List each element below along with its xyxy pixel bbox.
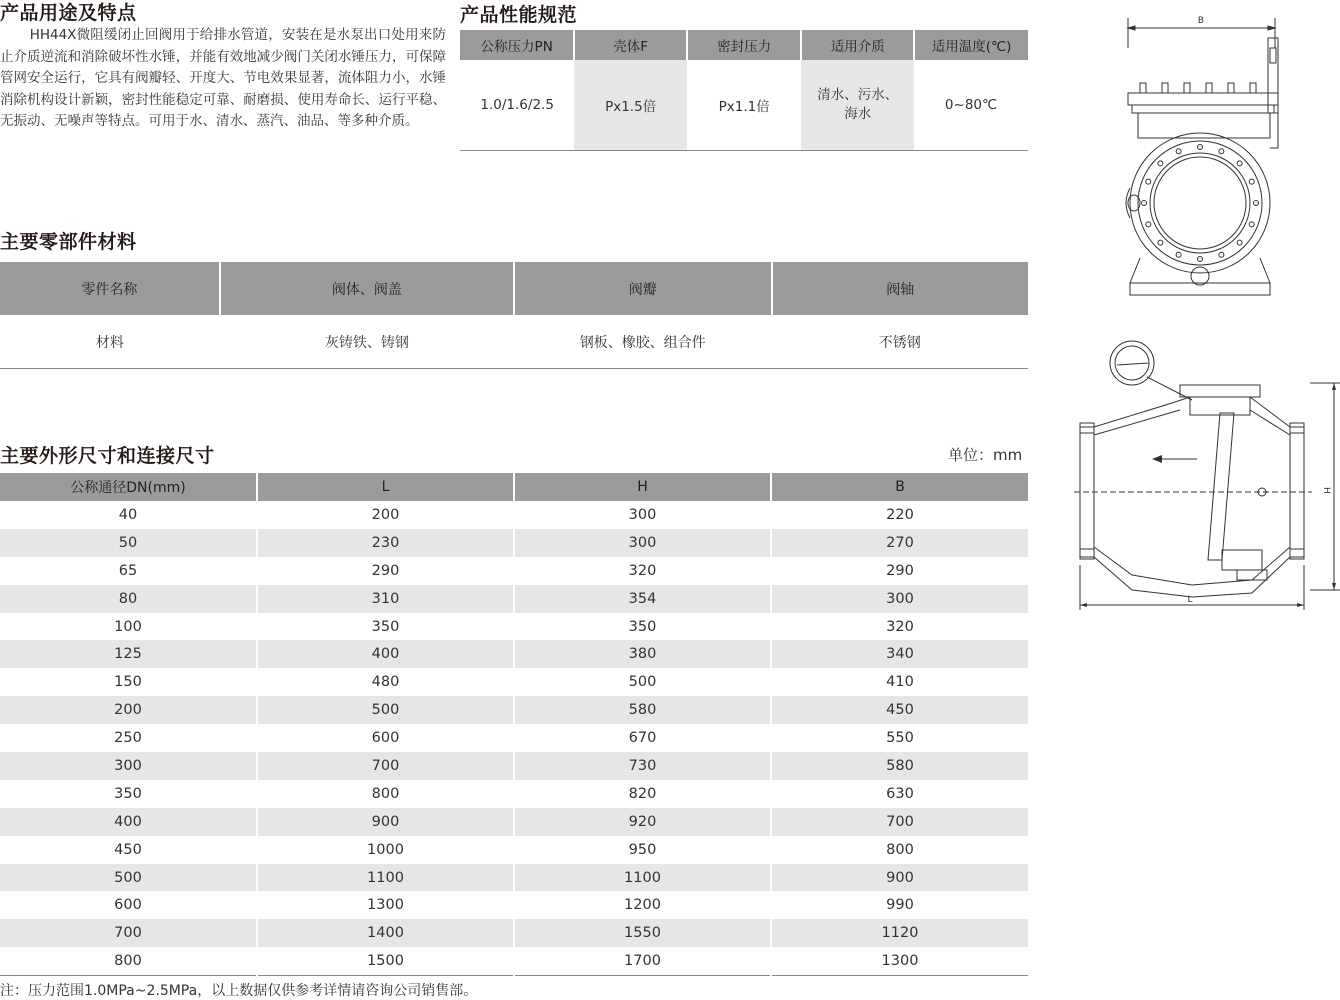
table-cell: 920: [514, 808, 771, 836]
table-cell: 300: [771, 585, 1028, 613]
table-cell: 670: [514, 724, 771, 752]
table-cell: 1200: [514, 891, 771, 919]
table-cell: 1100: [514, 864, 771, 892]
materials-cell: 灰铸铁、铸钢: [220, 315, 514, 369]
table-cell: 250: [0, 724, 257, 752]
table-cell: 1100: [257, 864, 514, 892]
table-cell: 340: [771, 640, 1028, 668]
table-row: [0, 891, 1028, 919]
materials-title: 主要零部件材料: [0, 231, 137, 253]
table-cell: 65: [0, 557, 257, 585]
table-cell: 230: [257, 529, 514, 557]
table-cell: 400: [0, 808, 257, 836]
table-cell: 1700: [514, 947, 771, 975]
bolt-hole: [1249, 179, 1254, 184]
table-cell: 630: [886, 785, 914, 802]
dimensions-header: L: [257, 473, 514, 501]
spec-title: 产品性能规范: [460, 4, 578, 26]
usage-paragraph: HH44X微阻缓闭止回阀用于给排水管道，安装在是水泵出口处用来防止介质逆流和消除破坏性水锤，并能有效地减少阀门关闭水锤压力，可保障管网安全运行，它具有阀瓣轻、开度大、节电效果显著，流体阻力小，水锤消除机构设计新颖，密封性能稳定可靠、耐磨损、使用寿命长、运行平稳、无振动、无噪声等特点。可用于水、清水、蒸汽、油品、等多种介质。: [0, 27, 446, 129]
table-cell: 410: [886, 674, 914, 691]
bolt-hole: [1198, 145, 1203, 150]
table-cell: 800: [886, 841, 914, 858]
table-cell: 200: [257, 501, 514, 529]
table-row: [0, 836, 1028, 864]
table-cell: 950: [514, 836, 771, 864]
materials-cell: 不锈钢: [772, 315, 1028, 369]
materials-row: [0, 315, 1028, 369]
dimensions-table: [0, 473, 1028, 976]
table-cell: 500: [0, 864, 257, 892]
table-cell: 40: [0, 501, 257, 529]
table-cell: 300: [514, 501, 771, 529]
table-cell: 1300: [771, 947, 1028, 975]
table-cell: 125: [0, 640, 257, 668]
materials-header: 阀体、阀盖: [220, 262, 514, 315]
table-row: [0, 919, 1028, 947]
table-cell: 300: [514, 529, 771, 557]
table-cell: 320: [886, 618, 914, 635]
table-row: [0, 864, 1028, 892]
table-cell: 290: [257, 557, 514, 585]
table-cell: 580: [514, 696, 771, 724]
spec-header: 密封压力: [687, 30, 802, 60]
table-cell: 200: [0, 696, 257, 724]
dimensions-header: H: [514, 473, 771, 501]
bolt-hole: [1158, 161, 1163, 166]
footnote: 注：压力范围1.0MPa~2.5MPa，以上数据仅供参考详情请咨询公司销售部。: [0, 983, 478, 999]
table-row: [0, 585, 1028, 613]
bolt-hole: [1176, 149, 1181, 154]
dimension-label-h: H: [1321, 487, 1331, 494]
unit-label: 单位：mm: [948, 446, 1023, 464]
table-cell: 450: [0, 836, 257, 864]
materials-header: 零件名称: [0, 262, 220, 315]
spec-table: [460, 30, 1028, 151]
table-row: [0, 613, 1028, 641]
table-row: [0, 808, 1028, 836]
side-section-drawing: [1072, 335, 1340, 625]
table-cell: 310: [257, 585, 514, 613]
table-cell: 350: [257, 613, 514, 641]
table-cell: 380: [514, 640, 771, 668]
dimensions-title: 主要外形尺寸和连接尺寸: [0, 445, 215, 467]
usage-title: 产品用途及特点: [0, 2, 137, 24]
bolt-hole: [1237, 161, 1242, 166]
table-cell: 800: [0, 947, 257, 975]
table-row: [0, 668, 1028, 696]
table-cell: 100: [0, 613, 257, 641]
materials-cell: 钢板、橡胶、组合件: [514, 315, 772, 369]
table-cell: 500: [257, 696, 514, 724]
table-row: [0, 947, 1028, 975]
materials-header: 阀瓣: [514, 262, 772, 315]
table-cell: 50: [0, 529, 257, 557]
bolt-hole: [1146, 179, 1151, 184]
spec-row: [460, 60, 1028, 151]
bolt-hole: [1198, 257, 1203, 262]
table-cell: 400: [257, 640, 514, 668]
table-cell: 600: [257, 724, 514, 752]
table-cell: 1000: [257, 836, 514, 864]
spec-header: 壳体F: [574, 30, 687, 60]
table-cell: 500: [514, 668, 771, 696]
bolt-hole: [1249, 222, 1254, 227]
table-cell: 350: [514, 613, 771, 641]
bolt-hole: [1219, 149, 1224, 154]
table-cell: 700: [0, 919, 257, 947]
materials-table: [0, 262, 1028, 369]
spec-cell: 0~80℃: [914, 60, 1028, 151]
table-cell: 900: [257, 808, 514, 836]
dimension-label-l: L: [1187, 595, 1193, 605]
table-cell: 800: [257, 780, 514, 808]
bolt-hole: [1146, 222, 1151, 227]
table-cell: 220: [886, 506, 914, 523]
front-view-drawing: [1110, 8, 1310, 303]
table-cell: 290: [886, 562, 914, 579]
bolt-hole: [1219, 252, 1224, 257]
bolt-hole: [1158, 240, 1163, 245]
table-row: [0, 780, 1028, 808]
table-cell: 354: [514, 585, 771, 613]
table-cell: 990: [886, 897, 914, 914]
table-cell: 1500: [257, 947, 514, 975]
bolt-hole: [1254, 201, 1259, 206]
bolt-hole: [1176, 252, 1181, 257]
table-cell: 730: [514, 752, 771, 780]
bolt-hole: [1142, 201, 1147, 206]
spec-header: 适用介质: [801, 30, 914, 60]
table-cell: 320: [514, 557, 771, 585]
table-row: [0, 640, 1028, 668]
table-row: [0, 724, 1028, 752]
table-row: [0, 501, 1028, 529]
dimensions-header: 公称通径DN(mm): [0, 473, 257, 501]
spec-cell: Px1.1倍: [687, 60, 802, 151]
table-cell: 820: [514, 780, 771, 808]
table-cell: 580: [771, 752, 1028, 780]
table-cell: 1120: [771, 919, 1028, 947]
table-cell: 600: [0, 891, 257, 919]
table-cell: 150: [0, 668, 257, 696]
table-cell: 1400: [257, 919, 514, 947]
materials-cell: 材料: [0, 315, 220, 369]
table-cell: 270: [771, 529, 1028, 557]
table-cell: 300: [0, 752, 257, 780]
table-cell: 350: [0, 780, 257, 808]
dimension-label-b: B: [1197, 16, 1205, 26]
dimensions-body: [0, 501, 1028, 976]
spec-header: 公称压力PN: [460, 30, 574, 60]
materials-header: 阀轴: [772, 262, 1028, 315]
table-row: [0, 696, 1028, 724]
spec-header: 适用温度(℃): [914, 30, 1028, 60]
table-cell: 450: [771, 696, 1028, 724]
table-cell: 480: [257, 668, 514, 696]
table-cell: 550: [886, 730, 914, 747]
table-cell: 80: [0, 585, 257, 613]
bolt-hole: [1237, 240, 1242, 245]
table-row: [0, 529, 1028, 557]
table-cell: 700: [771, 808, 1028, 836]
table-cell: 900: [771, 864, 1028, 892]
spec-cell: Px1.5倍: [574, 60, 687, 151]
spec-cell: 1.0/1.6/2.5: [460, 60, 574, 151]
table-row: [0, 557, 1028, 585]
table-cell: 700: [257, 752, 514, 780]
spec-cell: 清水、污水、海水: [801, 60, 914, 151]
table-cell: 1300: [257, 891, 514, 919]
dimensions-header: B: [771, 473, 1028, 501]
table-row: [0, 752, 1028, 780]
table-cell: 1550: [514, 919, 771, 947]
